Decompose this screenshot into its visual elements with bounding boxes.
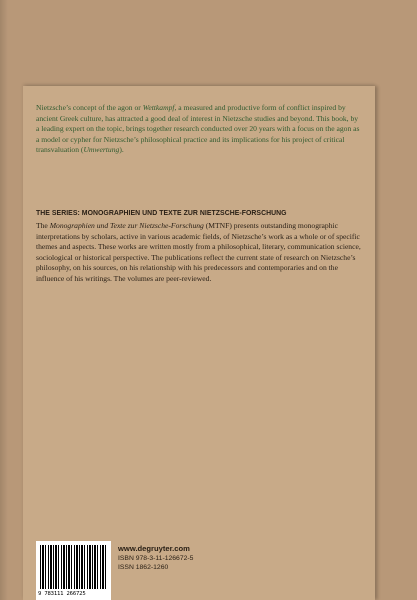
series-heading: THE SERIES: MONOGRAPHIEN UND TEXTE ZUR NIETZSCHE-FORSCHUNG [36,210,287,217]
spine-shadow [0,0,8,600]
isbn-number: ISBN 978-3-11-126672-5 [118,555,194,562]
blurb-term-umwertung: Umwertung [83,145,120,155]
isbn-barcode [36,541,111,600]
series-description [36,221,361,284]
series-text-2: (MTNF) presents outstanding monographic interpretations by scholars, active in various academic fields, of Nietzsche’s work as a whole or of specific themes and aspects. These works are written mostly from a philosophical, literary, communication science, sociological or historical perspective. The publications reflect the current state of research on Nietzsche’s philosophy, on his sources, on his relationship with his predecessors and contemporaries and on the influence of his writings. The volumes are peer-reviewed. [36,221,361,283]
blurb-text-2: , a measured and productive form of conflict inspired by ancient Greek culture, has attracted a good deal of interest in Nietzsche studies and beyond. This book, by a leading expert on the topic, brings together research conducted over 20 years with a focus on the agon as a model or cypher for Nietzsche’s philosophical practice and its implications for his project of critical transvaluation ( [36,103,360,155]
blurb-text-1: Nietzsche’s concept of the agon or [36,103,143,112]
publisher-info [118,544,193,572]
issn-number: ISSN 1862-1260 [118,564,169,571]
barcode-bars [40,545,107,589]
back-cover-panel [23,86,375,600]
series-text-1: The [36,221,50,230]
publisher-url: www.degruyter.com [118,544,190,553]
barcode-digits: 9 783111 266725 [38,591,86,597]
blurb-term-wettkampf: Wettkampf [142,103,175,112]
blurb-text-3: ). [119,145,124,155]
book-blurb [36,103,361,156]
series-title: Monographien und Texte zur Nietzsche-Forschung [49,221,204,230]
